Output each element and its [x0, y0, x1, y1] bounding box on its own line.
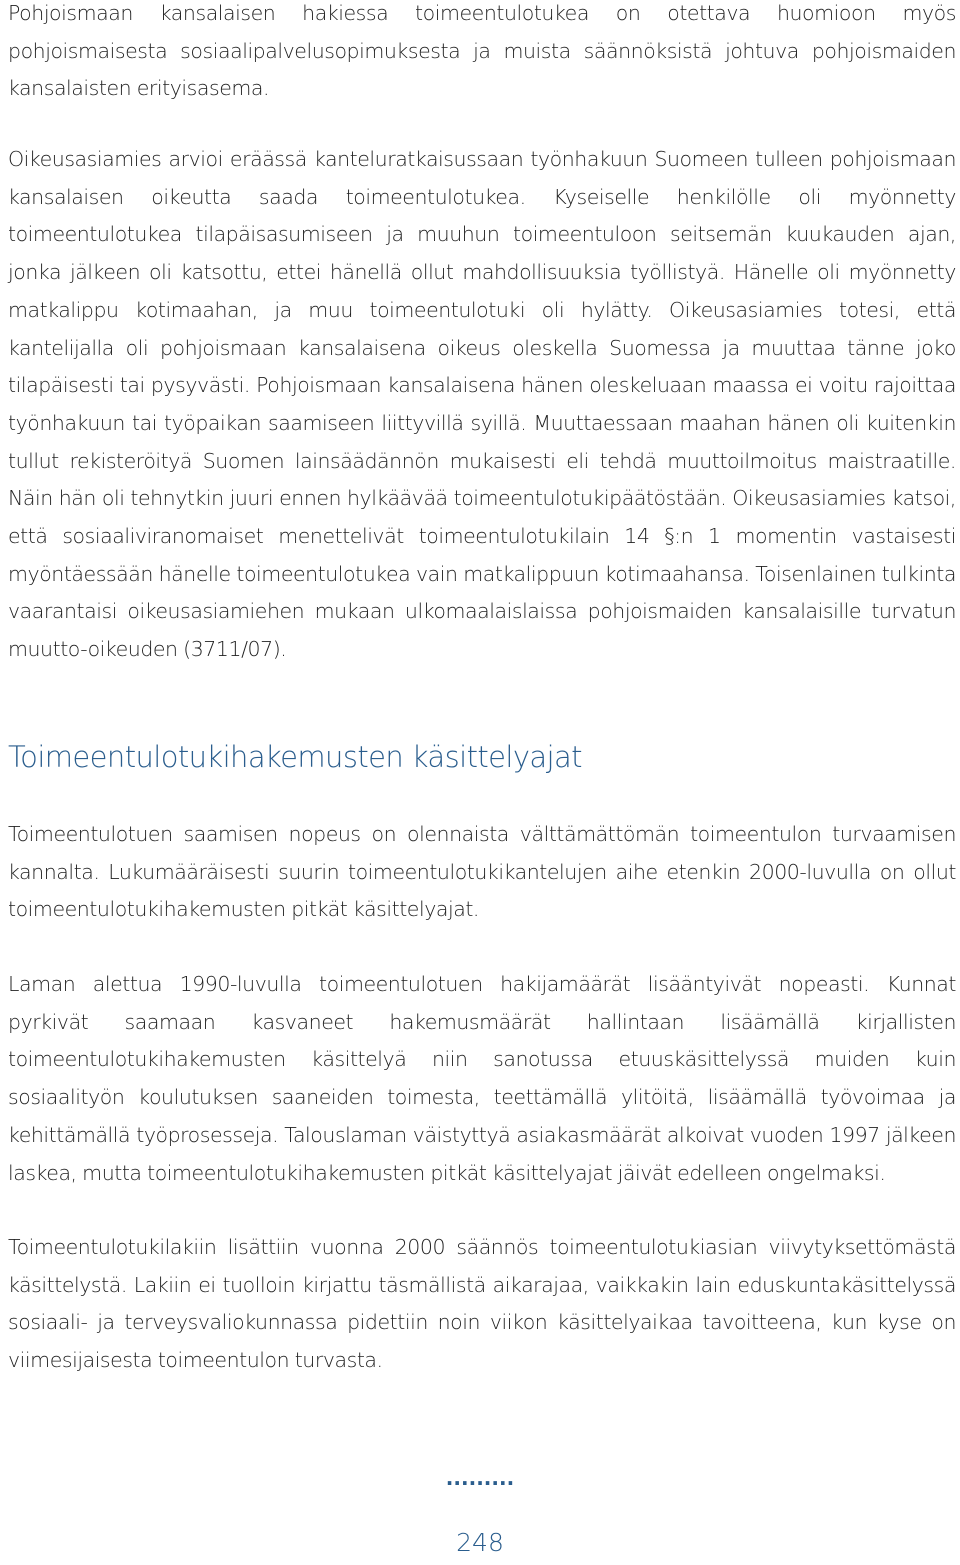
paragraph-nordic-status: Pohjoismaan kansalaisen hakiessa toimeentulotukea on otettava huomioon myös pohjoismaisesta sosiaalipalvelusopimuksesta ja muista säännöksistä johtuva pohjoismaiden kansalaisten erityisasema. — [8, 1, 956, 101]
footer-dots: ......... — [445, 1466, 515, 1490]
paragraph-processing-speed: Toimeentulotuen saamisen nopeus on olennaista välttämättömän toimeentulon turvaamisen kannalta. Lukumääräisesti suurin toimeentulotukikantelujen aihe etenkin 2000-luvulla on ollut toimeentulotukihakemusten pitkät käsittelyajat. — [8, 822, 956, 922]
paragraph-recession-1990s: Laman alettua 1990-luvulla toimeentulotuen hakijamäärät lisääntyivät nopeasti. Kunnat pyrkivät saamaan kasvaneet hakemusmäärät hallintaan lisäämällä kirjallisten toimeentulotukihakemusten käsittelyä niin sanotussa etuuskäsittelyssä muiden kuin sosiaalityön koulutuksen saaneiden toimesta, teettämällä ylitöitä, lisäämällä työvoimaa ja kehittämällä työprosesseja. Talouslaman väistyttyä asiakasmäärät alkoivat vuoden 1997 jälkeen laskea, mutta toimeentulotukihakemusten pitkät käsittelyajat jäivät edelleen ongelmaksi. — [8, 972, 956, 1185]
paragraph-ombudsman-decision: Oikeusasiamies arvioi eräässä kanteluratkaisussaan työnhakuun Suomeen tulleen pohjoismaan kansalaisen oikeutta saada toimeentulotukea. Kyseiselle henkilölle oli myönnetty toimeentulotukea tilapäisasumiseen ja muuhun toimeentuloon seitsemän kuukauden ajan, jonka jälkeen oli katsottu, ettei hänellä ollut mahdollisuuksia työllistyä. Hänelle oli myönnetty matkalippu kotimaahan, ja muu toimeentulotuki oli hylätty. Oikeusasiamies totesi, että kantelijalla oli pohjoismaan kansalaisena oikeus oleskella Suomessa ja muuttaa tänne joko tilapäisesti tai pysyvästi. Pohjoismaan kansalaisena hänen oleskeluaan maassa ei voitu rajoittaa työnhakuun tai työpaikan saamiseen liittyvillä syillä. Muuttaessaan maahan hänen oli kuitenkin tullut rekisteröityä Suomen lainsäädännön mukaisesti eli tehdä muuttoilmoitus maistraatille. Näin hän oli tehnytkin juuri ennen hylkäävää toimeentulotukipäätöstään. Oikeusasiamies katsoi, että sosiaaliviranomaiset menettelivät toimeentulotukilain 14 §:n 1 momentin vastaisesti myöntäessään hänelle toimeentulotukea vain matkalippuun kotimaahansa. Toisenlainen tulkinta vaarantaisi oikeusasiamiehen mukaan ulkomaalaislaissa pohjoismaiden kansalaisille turvatun muutto-oikeuden (3711/07). — [8, 147, 956, 662]
section-heading: Toimeentulotukihakemusten käsittelyajat — [8, 740, 582, 774]
page-number: 248 — [456, 1528, 504, 1557]
paragraph-law-amendment-2000: Toimeentulotukilakiin lisättiin vuonna 2000 säännös toimeentulotukiasian viivytyksettömästä käsittelystä. Lakiin ei tuolloin kirjattu täsmällistä aikarajaa, vaikkakin lain eduskuntakäsittelyssä sosiaali- ja terveysvaliokunnassa pidettiin noin viikon käsittelyaikaa tavoitteena, kun kyse on viimesijaisesta toimeentulon turvasta. — [8, 1235, 956, 1373]
